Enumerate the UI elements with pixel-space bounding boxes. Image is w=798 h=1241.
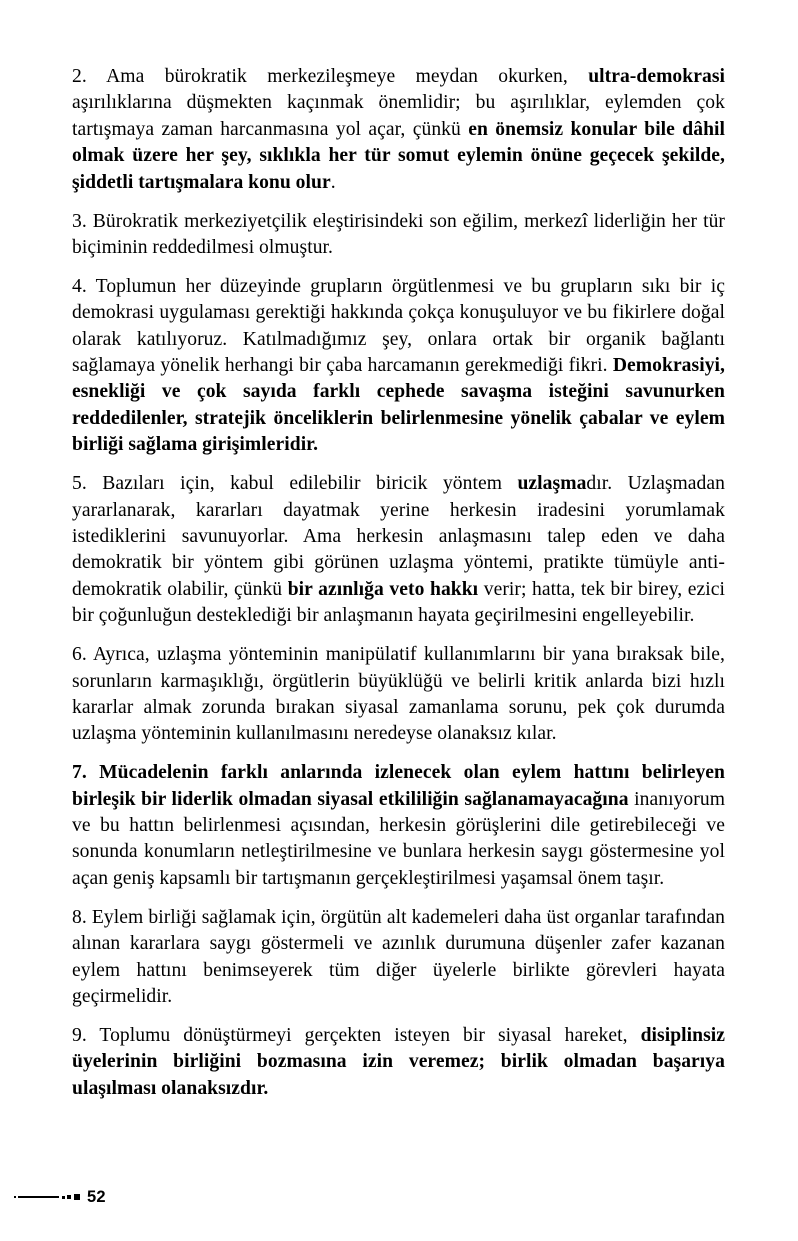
paragraph-6 <box>72 642 725 748</box>
bold-run: en önemsiz konular bile dâhil olmak üzere her şey, sıklıkla her tür somut eylemin önüne geçecek şekilde, şiddetli tartışmalara konu olur <box>72 118 726 193</box>
ornament-square-small-icon <box>62 1196 65 1199</box>
text-run: 3. Bürokratik merkeziyetçilik eleştirisindeki son eğilim, merkezî liderliğin her tür biçiminin reddedilmesi olmuştur. <box>72 210 725 258</box>
bold-run: bir azınlığa veto hakkı <box>287 578 479 600</box>
text-run: inanıyorum ve bu hattın belirlenmesi açısından, herkesin görüşlerini dile getirebileceği ve sonunda konumların netleştirilmesine ve bunlara herkesin saygı göstermesine yol açan geniş kapsamlı bir tartışmanın gerçekleştirilmesi yaşamsal önem taşır. <box>72 788 725 889</box>
ornament-line-icon <box>18 1196 59 1198</box>
text-run: 8. Eylem birliği sağlamak için, örgütün alt kademeleri daha üst organlar tarafından alınan kararlara saygı göstermeli ve azınlık durumuna düşenler zafer kazanan eylem hattını benimseyerek tüm diğer üyelerle birlikte görevleri hayata geçirmelidir. <box>72 906 725 1007</box>
text-run: 5. Bazıları için, kabul edilebilir biricik yöntem <box>72 473 518 495</box>
ornament-square-medium-icon <box>67 1195 71 1199</box>
text-run: aşırılıklarına düşmekten kaçınmak önemlidir; bu aşırılıklar, eylemden çok tartışmaya zaman harcanmasına yol açar, çünkü <box>72 92 725 140</box>
paragraph-5 <box>72 471 725 629</box>
text-run: dır. Uzlaşmadan yararlanarak, kararları dayatmak yerine herkesin iradesini yorumlamak istediklerini savunuyorlar. Ama herkesin anlaşmasını talep eden ve daha demokratik bir yöntem gibi görünen uzlaşma yöntemi, pratikte tümüyle anti-demokratik olabilir, çünkü <box>72 473 725 600</box>
page-number: 52 <box>87 1187 106 1206</box>
text-run: verir; hatta, tek bir birey, ezici bir çoğunluğun desteklediği bir anlaşmanın hayata geçirilmesini engelleyebilir. <box>72 578 726 627</box>
bold-run: 7. Mücadelenin farklı anlarında izlenecek olan eylem hattını belirleyen birleşik bir liderlik olmadan siyasal etkililiğin sağlanamayacağına <box>72 762 725 810</box>
footer-ornament-rule <box>14 1191 80 1203</box>
paragraph-4 <box>72 274 725 459</box>
bold-run: disiplinsiz üyelerinin birliğini bozmasına izin veremez; birlik olmadan başarıya ulaşılması olanaksızdır. <box>72 1024 725 1099</box>
paragraph-8 <box>72 905 725 1011</box>
ornament-square-large-icon <box>74 1194 81 1201</box>
bold-run: ultra-demokrasi <box>588 66 725 87</box>
text-run: 9. Toplumu dönüştürmeyi gerçekten isteyen bir siyasal hareket, <box>72 1024 641 1046</box>
paragraph-3 <box>72 209 725 262</box>
paragraph-2 <box>72 64 725 196</box>
body-text-column <box>72 64 725 1102</box>
ornament-dot-icon <box>14 1196 16 1198</box>
paragraph-9 <box>72 1023 725 1102</box>
paragraph-7 <box>72 760 725 892</box>
text-run: 2. Ama bürokratik merkezileşmeye meydan okurken, <box>72 66 589 87</box>
page-footer <box>0 1186 300 1208</box>
bold-run: Demokrasiyi, esnekliği ve çok sayıda farklı cephede savaşma isteğini savunurken reddedilenler, stratejik önceliklerin belirlenmesine yönelik çabalar ve eylem birliği sağlama girişimleridir. <box>72 355 725 456</box>
text-run: . <box>330 171 336 193</box>
text-run: 6. Ayrıca, uzlaşma yönteminin manipülatif kullanımlarını bir yana bıraksak bile, sorunların karmaşıklığı, örgütlerin büyüklüğü ve belirli kritik anlarda bizi hızlı kararlar almak zorunda bırakan siyasal zamanlama sorunu, pek çok durumda uzlaşma yönteminin kullanılmasını neredeyse olanaksız kılar. <box>72 644 725 745</box>
text-run: 4. Toplumun her düzeyinde grupların örgütlenmesi ve bu grupların sıkı bir iç demokrasi uygulaması gerektiği hakkında çokça konuşuluyor ve bu fikirlere doğal olarak katılıyoruz. Katılmadığımız şey, onlara ortak bir organik bağlantı sağlamaya yönelik herhangi bir çaba harcamanın gerekmediği fikri. <box>72 275 725 377</box>
bold-run: uzlaşma <box>517 473 587 495</box>
